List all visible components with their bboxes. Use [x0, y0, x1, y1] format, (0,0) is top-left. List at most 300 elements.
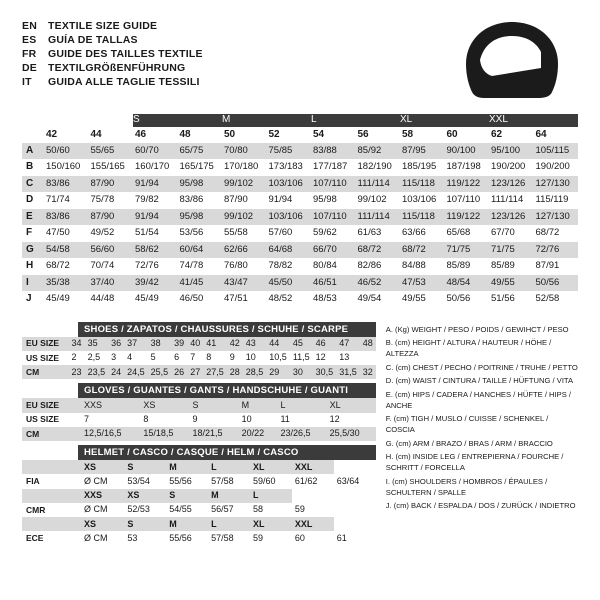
cell: 56/57 — [211, 504, 234, 515]
size-number: 58 — [402, 129, 414, 140]
cell: 105/115 — [534, 143, 579, 160]
cell: 87/90 — [224, 194, 248, 206]
cell: XS — [81, 460, 124, 474]
cell: 83/86 — [44, 176, 89, 193]
shoes-title: SHOES / ZAPATOS / CHAUSSURES / SCHUHE / SCARPE — [78, 322, 376, 337]
cell: 2 — [71, 352, 77, 363]
cell: 127/130 — [534, 209, 579, 226]
cell: 49/52 — [90, 227, 115, 239]
cell: 53/54 — [127, 475, 150, 486]
cell: 34 — [69, 337, 85, 351]
cell: 119/122 — [445, 209, 490, 226]
helmet-title: HELMET / CASCO / CASQUE / HELM / CASCO — [78, 445, 376, 460]
table-row — [22, 159, 578, 176]
language-row — [22, 48, 203, 60]
cell: XS — [140, 398, 189, 412]
row-label: ECE — [26, 533, 44, 544]
cell: 60 — [294, 532, 305, 543]
cell: 35 — [85, 337, 109, 351]
cell: 42 — [227, 337, 243, 351]
size-number-row — [22, 127, 578, 143]
cell: 51/56 — [491, 293, 515, 305]
cell: 12 — [329, 414, 340, 424]
cell: 190/200 — [535, 161, 570, 173]
cell: 25,5 — [148, 365, 172, 379]
gloves-block — [22, 383, 376, 441]
cell: S — [124, 517, 166, 531]
cell: 8 — [206, 352, 212, 363]
cell: 5 — [150, 352, 156, 363]
cell: 35/38 — [44, 275, 89, 292]
cell: 52/53 — [127, 504, 150, 515]
cell: 37 — [124, 337, 148, 351]
cell: 82/86 — [357, 260, 382, 272]
cell: 75/85 — [267, 143, 312, 160]
cell: 12,5/16,5 — [81, 427, 140, 441]
cell: 71/75 — [445, 242, 490, 259]
cell: Ø CM — [84, 504, 108, 515]
cell: 83/88 — [311, 143, 356, 160]
language-row — [22, 34, 203, 46]
cell: 55/56 — [169, 475, 192, 486]
table-row — [22, 291, 578, 308]
cell: 107/110 — [311, 209, 356, 226]
cell: 11 — [280, 414, 290, 424]
gloves-table — [22, 398, 376, 441]
cell: 46 — [313, 337, 337, 351]
size-number: 56 — [357, 129, 369, 140]
row-label: CM — [22, 427, 81, 441]
cell: 43/47 — [222, 275, 267, 292]
cell: 107/110 — [311, 176, 356, 193]
cell: XL — [250, 517, 292, 531]
table-row — [22, 176, 578, 193]
language-code: DE — [22, 62, 37, 74]
cell: 23/26,5 — [277, 427, 326, 441]
cell: 30,5 — [313, 365, 337, 379]
cell: 45/50 — [267, 275, 312, 292]
cell: 39 — [171, 337, 187, 351]
cell: 107/110 — [446, 194, 481, 206]
size-number: 42 — [46, 129, 58, 140]
table-row — [22, 517, 376, 531]
cell: 36 — [108, 337, 124, 351]
language-row — [22, 62, 203, 74]
size-number: 50 — [224, 129, 236, 140]
cell: 59/62 — [313, 227, 337, 239]
cell: 9 — [229, 352, 235, 363]
cell: 91/94 — [133, 209, 178, 226]
cell: 55/65 — [89, 143, 134, 160]
helmet-table — [22, 460, 376, 546]
cell: 99/102 — [222, 176, 267, 193]
cell: 64/68 — [267, 242, 312, 259]
table-row — [22, 460, 376, 474]
cell: 41/45 — [178, 275, 223, 292]
legend-item: F. (cm) TIGH / MUSLO / CUISSE / SCHENKEL / COSCIA — [385, 414, 549, 434]
cell: 47 — [336, 337, 360, 351]
table-row — [22, 531, 376, 545]
cell: 8 — [143, 414, 149, 424]
cell: 72/76 — [534, 242, 579, 259]
cell: 27,5 — [203, 365, 227, 379]
cell: XXL — [292, 517, 334, 531]
gloves-title: GLOVES / GUANTES / GANTS / HANDSCHUHE / GUANTI — [78, 383, 376, 398]
cell: 59 — [294, 504, 305, 515]
row-label: EU SIZE — [22, 337, 69, 351]
row-label: F — [26, 227, 33, 238]
size-group-row — [22, 114, 578, 127]
cell: 70/80 — [222, 143, 267, 160]
cell: 57/58 — [211, 532, 234, 543]
cell: 91/94 — [268, 194, 293, 206]
header — [22, 18, 578, 110]
cell: 44/48 — [90, 293, 115, 305]
cell: Ø CM — [84, 475, 108, 486]
legend-item: C. (cm) CHEST / PECHO / POITRINE / TRUHE / PETTO — [385, 362, 578, 372]
cell: M — [208, 489, 250, 503]
cell: 12 — [315, 352, 326, 363]
row-label: CM — [22, 365, 69, 379]
legend-item: A. (Kg) WEIGHT / PESO / POIDS / GEWIHCT / PESO — [385, 324, 569, 334]
row-label — [22, 489, 81, 503]
cell: 182/190 — [357, 161, 392, 173]
language-code: FR — [22, 48, 37, 60]
cell: XXL — [292, 460, 334, 474]
cell: 68/72 — [46, 260, 70, 272]
language-title: TEXTILE SIZE GUIDE — [48, 20, 158, 32]
accessory-tables — [22, 322, 376, 550]
cell: 87/91 — [535, 260, 560, 272]
legend-item: E. (cm) HIPS / CADERA / HANCHES / HÜFTE / HIPS / ANCHE — [385, 389, 571, 410]
cell: 62/66 — [222, 242, 267, 259]
cell: 28,5 — [243, 365, 267, 379]
table-row — [22, 427, 376, 441]
size-group-xxl: XXL — [489, 114, 578, 127]
cell: 99/102 — [222, 209, 267, 226]
cell: 50/56 — [534, 275, 579, 292]
cell: 165/175 — [179, 161, 214, 173]
cell: 68/72 — [535, 227, 560, 239]
cell: 2,5 — [87, 352, 101, 363]
cell — [360, 351, 376, 365]
cell: 7 — [190, 352, 196, 363]
language-title: GUÍA DE TALLAS — [48, 34, 138, 46]
cell: 91/94 — [133, 176, 178, 193]
cell: 76/80 — [224, 260, 248, 272]
language-code: ES — [22, 34, 37, 46]
row-label: G — [22, 242, 44, 259]
cell: 48/52 — [268, 293, 293, 305]
cell: 115/119 — [535, 194, 569, 206]
cell: 44 — [266, 337, 290, 351]
cell: 103/106 — [267, 176, 312, 193]
cell: 3 — [111, 352, 117, 363]
size-group-s: S — [133, 114, 222, 127]
cell: 170/180 — [224, 161, 259, 173]
cell: 59 — [252, 532, 263, 543]
cell: 79/82 — [135, 194, 159, 206]
cell: 187/198 — [446, 161, 481, 173]
legend-item: D. (cm) WAIST / CINTURA / TAILLE / HÜFTUNG / VITA — [385, 376, 574, 385]
cell: 65/75 — [178, 143, 223, 160]
cell: L — [208, 460, 250, 474]
table-row — [22, 365, 376, 379]
language-title: GUIDA ALLE TAGLIE TESSILI — [48, 76, 200, 88]
row-label: E — [22, 209, 44, 226]
cell: 99/102 — [357, 194, 387, 206]
cell: 18/21,5 — [189, 427, 238, 441]
cell: 39/42 — [133, 275, 178, 292]
cell: 53 — [127, 532, 138, 543]
cell: 45/49 — [135, 293, 159, 305]
cell: 58/62 — [133, 242, 178, 259]
cell: 54/55 — [169, 504, 192, 515]
cell: 190/200 — [491, 161, 526, 173]
cell: 49/55 — [402, 293, 426, 305]
cell: 90/100 — [445, 143, 490, 160]
cell: 80/84 — [313, 260, 337, 272]
cell: 54/58 — [44, 242, 89, 259]
cell: 78/82 — [268, 260, 293, 272]
cell: 10 — [245, 352, 256, 363]
cell: 43 — [243, 337, 267, 351]
cell: 72/76 — [135, 260, 159, 272]
cell: XXS — [81, 398, 140, 412]
table-row — [22, 503, 376, 517]
legend-item: J. (cm) BACK / ESPALDA / DOS / ZURÜCK / INDIETRO — [385, 501, 576, 510]
table-row — [22, 225, 578, 242]
cell: 85/89 — [491, 260, 515, 272]
row-label: H — [26, 260, 34, 271]
cell: M — [166, 517, 208, 531]
cell: 83/86 — [179, 194, 204, 206]
cell: 85/92 — [356, 143, 401, 160]
cell: S — [124, 460, 166, 474]
cell: 57/60 — [268, 227, 293, 239]
shoes-table — [22, 337, 376, 380]
cell: XS — [124, 489, 166, 503]
cell: 50/60 — [44, 143, 89, 160]
measurement-legend — [386, 322, 578, 550]
cell: 40 — [187, 337, 203, 351]
legend-item: B. (cm) HEIGHT / ALTURA / HAUTEUR / HÖHE / ALTEZZA — [385, 338, 552, 358]
table-row — [22, 337, 376, 351]
cell: 46/52 — [356, 275, 401, 292]
cell: 28 — [227, 365, 243, 379]
language-title-list — [22, 18, 203, 88]
cell: 15/18,5 — [140, 427, 189, 441]
cell: 45 — [290, 337, 313, 351]
cell: XL — [327, 398, 376, 412]
row-label: US SIZE — [26, 352, 60, 363]
cell: 11,5 — [292, 352, 310, 363]
legend-item: H. (cm) INSIDE LEG / ENTREPIERNA / FOURCHE / SCHRITT / FORCELLA — [385, 452, 564, 472]
cell: 50/56 — [446, 293, 471, 305]
cell: 95/98 — [178, 176, 223, 193]
helmet-icon — [452, 18, 572, 102]
cell: 123/126 — [489, 176, 534, 193]
language-code: EN — [22, 20, 37, 32]
cell: 65/68 — [446, 227, 471, 239]
table-row — [22, 242, 578, 259]
cell: 95/98 — [313, 194, 337, 206]
cell: 111/114 — [356, 209, 401, 226]
table-row — [22, 351, 376, 365]
cell: 83/86 — [44, 209, 89, 226]
cell: 38 — [148, 337, 172, 351]
cell: 24 — [108, 365, 124, 379]
cell: 111/114 — [356, 176, 401, 193]
cell: 66/70 — [311, 242, 356, 259]
cell: 48/53 — [313, 293, 337, 305]
cell: XXS — [81, 489, 124, 503]
size-number: 46 — [135, 129, 147, 140]
cell: L — [277, 398, 326, 412]
cell: XL — [250, 460, 292, 474]
cell: S — [166, 489, 208, 503]
row-label: I — [22, 275, 44, 292]
cell: 49/55 — [489, 275, 534, 292]
table-row — [22, 209, 578, 226]
size-number: 64 — [535, 129, 547, 140]
cell: 57/58 — [211, 475, 234, 486]
table-row — [22, 489, 376, 503]
cell: 61/62 — [294, 475, 318, 486]
cell: 52/58 — [535, 293, 560, 305]
row-label: CMR — [26, 504, 46, 515]
cell: 30 — [290, 365, 313, 379]
legend-item: G. (cm) ARM / BRAZO / BRAS / ARM / BRACCIO — [385, 438, 553, 448]
cell: 150/160 — [46, 161, 81, 173]
cell: 45/49 — [46, 293, 70, 305]
table-row — [22, 143, 578, 160]
cell: 4 — [127, 352, 133, 363]
cell: 6 — [174, 352, 180, 363]
size-number: 54 — [313, 129, 325, 140]
cell: 70/74 — [90, 260, 115, 272]
cell: 27 — [187, 365, 203, 379]
row-label — [22, 517, 81, 531]
cell: 87/90 — [89, 209, 134, 226]
cell: 185/195 — [402, 161, 437, 173]
cell: 103/106 — [267, 209, 312, 226]
cell: M — [166, 460, 208, 474]
cell: 7 — [84, 414, 90, 424]
cell: 55/56 — [169, 532, 192, 543]
language-title: GUIDE DES TAILLES TEXTILE — [48, 48, 203, 60]
row-label: FIA — [26, 476, 40, 487]
language-row — [22, 20, 203, 32]
size-group-blank — [44, 114, 133, 127]
cell: 47/50 — [46, 227, 70, 239]
table-row — [22, 192, 578, 209]
cell: 63/66 — [402, 227, 426, 239]
cell: 85/89 — [446, 260, 471, 272]
cell: 23,5 — [85, 365, 109, 379]
cell: 10,5 — [269, 352, 287, 363]
table-row — [22, 275, 578, 292]
size-number: 62 — [491, 129, 503, 140]
cell: 115/118 — [400, 209, 445, 226]
cell: 10 — [241, 414, 252, 424]
row-label: J — [26, 293, 32, 304]
legend-item: I. (cm) SHOULDERS / HOMBROS / ÉPAULES / SCHULTERN / SPALLE — [385, 476, 548, 497]
cell: 29 — [266, 365, 290, 379]
row-label: C — [22, 176, 44, 193]
language-title: TEXTILGRÖßENFÜHRUNG — [48, 62, 186, 74]
cell: 26 — [171, 365, 187, 379]
cell: 59/60 — [252, 475, 276, 486]
cell: 115/118 — [400, 176, 445, 193]
row-label: A — [22, 143, 44, 160]
textile-size-table — [22, 114, 578, 308]
cell: 127/130 — [534, 176, 579, 193]
cell: Ø CM — [84, 532, 108, 543]
cell: 71/75 — [489, 242, 534, 259]
table-row — [22, 258, 578, 275]
cell: 119/122 — [445, 176, 490, 193]
cell: 155/165 — [90, 161, 125, 173]
row-label: B — [26, 161, 34, 172]
cell: M — [239, 398, 278, 412]
cell: 75/78 — [90, 194, 115, 206]
cell: 111/114 — [491, 194, 524, 206]
row-label — [22, 460, 81, 474]
cell: 71/74 — [46, 194, 70, 206]
cell: 123/126 — [489, 209, 534, 226]
cell: 87/95 — [400, 143, 445, 160]
cell: 20/22 — [239, 427, 278, 441]
cell: 51/54 — [135, 227, 159, 239]
cell: 48 — [360, 337, 376, 351]
cell: 9 — [192, 414, 198, 424]
size-group-xl: XL — [400, 114, 489, 127]
row-label: D — [26, 194, 34, 205]
cell: 60/64 — [178, 242, 223, 259]
cell: 47/53 — [400, 275, 445, 292]
row-label: US SIZE — [26, 414, 60, 425]
size-number: 52 — [268, 129, 280, 140]
cell: 13 — [339, 352, 350, 363]
cell: 46/51 — [311, 275, 356, 292]
table-row — [22, 413, 376, 427]
cell: 173/183 — [268, 161, 303, 173]
table-row — [22, 398, 376, 412]
cell: 68/72 — [356, 242, 401, 259]
size-number: 60 — [446, 129, 458, 140]
helmet-block — [22, 445, 376, 546]
cell: 74/78 — [179, 260, 204, 272]
cell: 53/56 — [179, 227, 204, 239]
cell: 61/63 — [357, 227, 382, 239]
cell: 67/70 — [491, 227, 515, 239]
cell: XS — [81, 517, 124, 531]
shoes-block — [22, 322, 376, 380]
size-number: 44 — [90, 129, 102, 140]
cell: 55/58 — [224, 227, 248, 239]
cell: 87/90 — [89, 176, 134, 193]
cell: 84/88 — [402, 260, 426, 272]
cell: 68/72 — [400, 242, 445, 259]
cell: 23 — [69, 365, 85, 379]
cell: 60/70 — [133, 143, 178, 160]
cell: 61 — [336, 532, 347, 543]
cell: 103/106 — [402, 194, 437, 206]
cell: 95/100 — [489, 143, 534, 160]
cell: L — [250, 489, 292, 503]
cell: 49/54 — [357, 293, 382, 305]
